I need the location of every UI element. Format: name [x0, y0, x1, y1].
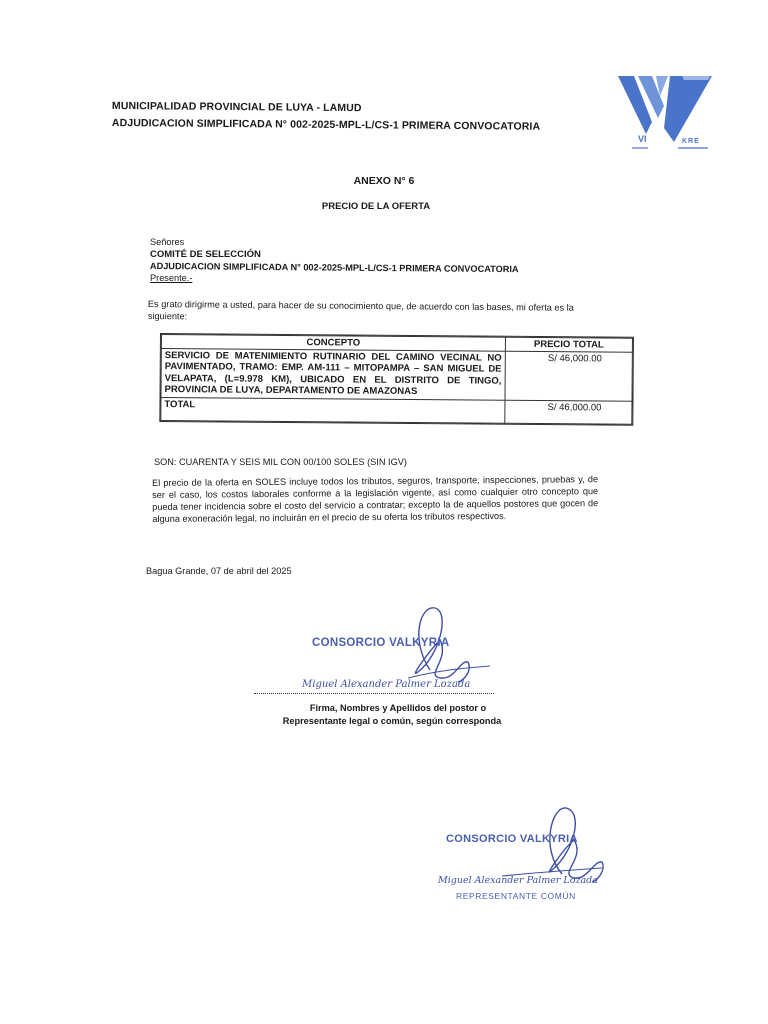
concept-cell: SERVICIO DE MATENIMIENTO RUTINARIO DEL CAMINO VECINAL NO PAVIMENTADO, TRAMO: EMP. AM-111 – MITOPAMPA – SAN MIGUEL DE VELAPATA, (L=9.978 KM), UBICADO EN EL DISTRITO DE TINGO, PROVINCIA DE LUYA, DEPARTAMENTO DE AMAZONAS [161, 349, 505, 400]
logo-text-left: VI [638, 134, 647, 144]
signature-name-2: Miguel Alexander Palmer Lozada [438, 875, 598, 886]
salutation: Señores [150, 237, 185, 247]
presente: Presente.- [150, 273, 193, 283]
company-logo [612, 72, 716, 156]
col-price-header: PRECIO TOTAL [505, 337, 632, 352]
terms-paragraph: El precio de la oferta en SOLES incluye todos los tributos, seguros, transporte, inspecciones, pruebas y, de ser el caso, los costos laborales conforme a la legislación vigente, así como cualquier otro concepto que pueda tener incidencia sobre el costo del servicio a contratar; excepto la de aquellos postores que gocen de alguna exoneración legal, no incluirán en el precio de su oferta los tributos respectivos. [152, 474, 599, 525]
signature-block-2 [432, 800, 622, 910]
col-concept-header: CONCEPTO [161, 335, 505, 352]
addressee-process: ADJUDICACION SIMPLIFICADA N° 002-2025-MPL-L/CS-1 PRIMERA CONVOCATORIA [149, 261, 519, 275]
total-value: S/ 46,000.00 [505, 400, 632, 424]
signature-caption-1: Firma, Nombres y Apellidos del postor o [309, 703, 487, 713]
header-municipality: MUNICIPALIDAD PROVINCIAL DE LUYA - LAMUD [111, 100, 362, 115]
signature-line-1 [254, 693, 494, 694]
signature-stamp-2: CONSORCIO VALKYRIA [446, 833, 578, 845]
signature-role-2: REPRESENTANTE COMÚN [456, 891, 576, 901]
annex-subtitle: PRECIO DE LA OFERTA [321, 201, 431, 212]
logo-text-right: KRE [682, 138, 700, 145]
table-row [161, 349, 632, 401]
place-date: Bagua Grande, 07 de abril del 2025 [146, 566, 292, 576]
intro-paragraph: Es grato dirigirme a usted, para hacer de su conocimiento que, de acuerdo con las bases, mi oferta es la siguiente: [147, 298, 574, 322]
price-cell: S/ 46,000.00 [505, 351, 633, 401]
signature-name-1: Miguel Alexander Palmer Lozada [302, 679, 471, 690]
signature-stamp-1: CONSORCIO VALKYRIA [312, 637, 450, 649]
total-label: TOTAL [161, 397, 505, 423]
header-process: ADJUDICACION SIMPLIFICADA N° 002-2025-MPL-L/CS-1 PRIMERA CONVOCATORIA [111, 117, 541, 133]
vikre-logo-icon [612, 72, 716, 156]
committee: COMITÉ DE SELECCIÓN [150, 249, 261, 260]
price-table [159, 333, 634, 425]
total-row [161, 397, 632, 424]
signature-caption-2: Representante legal o común, según corresponda [282, 716, 502, 726]
amount-in-words: SON: CUARENTA Y SEIS MIL CON 00/100 SOLES (SIN IGV) [154, 457, 407, 467]
annex-title: ANEXO N° 6 [353, 175, 415, 187]
